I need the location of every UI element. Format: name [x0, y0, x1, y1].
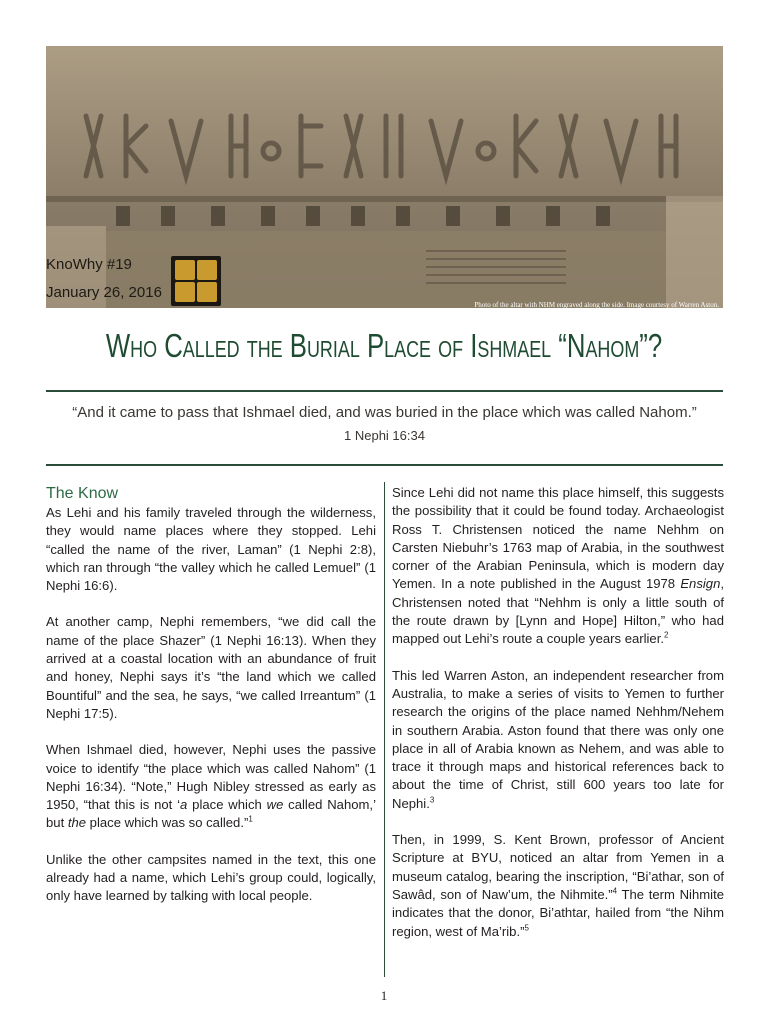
paragraph: As Lehi and his family traveled through the wilderness, they would name places where they stopped. Lehi “called the name of the river, Laman” (1 Nephi 2:8), which ran through “the valley which he called Lemuel” (1 Nephi 16:6).: [46, 505, 376, 594]
column-divider: [384, 482, 385, 977]
altar-illustration: [46, 46, 723, 308]
footnote-marker: 3: [429, 795, 435, 805]
footnote-marker: 5: [524, 923, 529, 933]
footnote-marker: 2: [664, 631, 669, 641]
page-number: 1: [380, 988, 388, 1003]
altar-photo: [46, 46, 723, 308]
paragraph: At another camp, Nephi remembers, “we did call the name of the place Shazer” (1 Nephi 16:13). When they arrived at a coastal location with an abundance of fruit and honey, Nephi says it’s “the land which we called Bountiful” and the sea, he says, “we called Irreantum” (1 Nephi 17:5).: [46, 614, 376, 721]
scripture-quote: “And it came to pass that Ishmael died, and was buried in the place which was called Nahom.”: [72, 404, 697, 421]
left-column: [46, 484, 376, 924]
paragraph: Unlike the other campsites named in the text, this one already had a name, which Lehi’s group could, logically, only have learned by talking with local people.: [46, 851, 376, 904]
photo-caption: Photo of the altar with NHM engraved along the side. Image courtesy of Warren Aston.: [474, 301, 719, 308]
quote-divider: [46, 464, 723, 466]
paragraph: This led Warren Aston, an independent researcher from Australia, to make a series of visits to Yemen to further research the origins of the place named Nehhm/Nehem in southern Arabia. Aston found that there was only one place in all of Arabia known as Nehem, and was able to trace it through maps and historical references back to about the time of Christ, still 600 years too late for Nephi.$^3$: [392, 667, 724, 811]
footnote-marker: 4: [612, 886, 618, 896]
section-heading: The Know: [46, 485, 119, 502]
scripture-reference: 1 Nephi 16:34: [344, 428, 425, 443]
paragraph: Since Lehi did not name this place himself, this suggests the possibility that it could be found today. Archaeologist Ross T. Christensen noticed the name Nehhm on Carsten Niebuhr’s 1763 map of Arabia, in the southwest corner of the Arabian Peninsula, which is modern day Yemen. In a note published in the August 1978 Ensign, Christensen noted that “Nehhm is only a little south of the route drawn by [Lynn and Hope] Hilton,” who had mapped out Lehi’s route a couple years earlier.$^2$: [392, 485, 724, 647]
page-title: Who Called the Burial Place of Ishmael “Nahom”?: [105, 327, 663, 364]
knowhy-number: KnoWhy #19: [46, 256, 132, 273]
paragraph: When Ishmael died, however, Nephi uses the passive voice to identify “the place which was called Nahom” (1 Nephi 16:34). “Note,” Hugh Nibley stressed as early as 1950, “that this is not ‘a place which we called Nahom,’ but the place which was so called.”$^1$: [46, 742, 376, 831]
book-of-mormon-central-logo-icon: [171, 256, 221, 306]
publication-date: January 26, 2016: [46, 284, 162, 301]
title-divider: [46, 390, 723, 392]
paragraph: Then, in 1999, S. Kent Brown, professor of Ancient Scripture at BYU, noticed an altar from Yemen in a museum catalog, bearing the inscription, “Bi’athar, son of Sawâd, son of Naw’um, the Nihmite.”$^4$ The term Nihmite indicates that the donor, Bi’athtar, hailed from “the Nihm region, west of Ma’rib.”$^5$: [392, 832, 724, 939]
right-column: [392, 484, 724, 959]
footnote-marker: 1: [248, 815, 253, 825]
